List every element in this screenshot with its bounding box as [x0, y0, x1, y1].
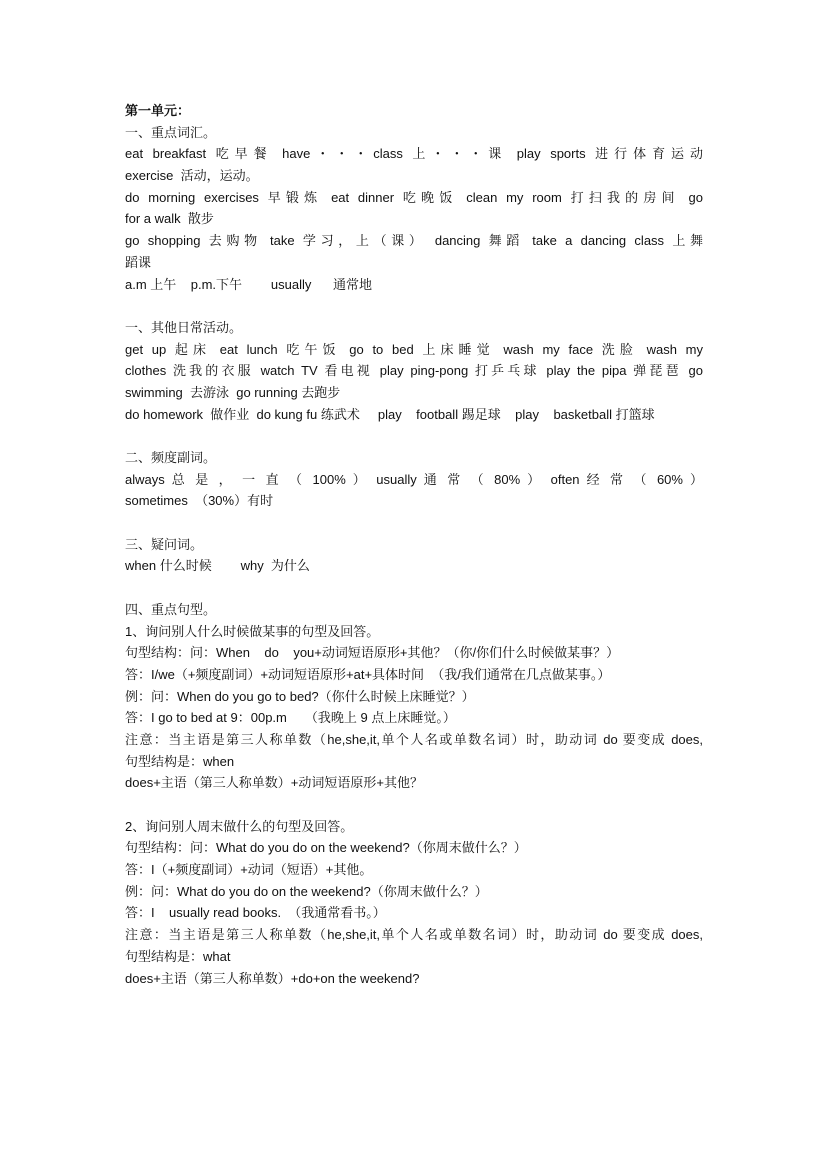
spacer	[125, 577, 703, 599]
vocab-heading: 一、重点词汇。	[125, 124, 217, 140]
pattern2-line: 注意：当主语是第三人称单数（he,she,it,单个人名或单数名词）时，助动词 do 要变成 does,	[125, 927, 703, 943]
pattern1-line: does+主语（第三人称单数）+动词短语原形+其他？	[125, 775, 423, 791]
vocab-line: go shopping 去购物 take 学习，上（课） dancing 舞蹈 take a dancing class 上舞	[125, 233, 703, 249]
vocab-line: do morning exercises 早锻炼 eat dinner 吃晚饭 clean my room 打扫我的房间 go	[125, 189, 703, 205]
pattern1-line: 注意：当主语是第三人称单数（he,she,it,单个人名或单数名词）时，助动词 do 要变成 does,	[125, 731, 703, 747]
pattern2-line: 句型结构：问：What do you do on the weekend?（你周末做什么？）	[125, 840, 527, 856]
activities-line: do homework 做作业 do kung fu 练武术 play football 踢足球 play basketball 打篮球	[125, 406, 655, 422]
pattern2-line: 答：I（+频度副词）+动词（短语）+其他。	[125, 862, 373, 878]
spacer	[125, 512, 703, 534]
activities-line: swimming 去游泳 go running 去跑步	[125, 384, 341, 400]
spacer	[125, 295, 703, 317]
frequency-line: sometimes （30%）有时	[125, 493, 274, 509]
activities-line: clothes 洗我的衣服 watch TV 看电视 play ping-pong 打乒乓球 play the pipa 弹琵琶 go	[125, 363, 703, 379]
spacer	[125, 794, 703, 816]
patterns-heading: 四、重点句型。	[125, 601, 217, 617]
frequency-heading: 二、频度副词。	[125, 450, 217, 465]
pattern1-line: 句型结构是：when	[125, 753, 235, 769]
frequency-line: always 总 是 ， 一 直 （ 100% ） usually 通 常 （ 80% ） often 经 常 （ 60% ）	[125, 471, 703, 487]
pattern2-line: 例：问：What do you do on the weekend?（你周末做什么？）	[125, 883, 488, 899]
question-words-line: when 什么时候 why 为什么	[125, 558, 310, 574]
pattern2-line: does+主语（第三人称单数）+do+on the weekend?	[125, 970, 420, 986]
vocab-line: eat breakfast 吃早餐 have・・・class 上・・・课 play sports 进行体育运动	[125, 146, 703, 162]
vocab-line: for a walk 散步	[125, 211, 214, 227]
document-page	[125, 100, 703, 989]
vocab-line: 蹈课	[125, 254, 152, 270]
pattern2-line: 句型结构是：what	[125, 948, 231, 964]
activities-line: get up 起床 eat lunch 吃午饭 go to bed 上床睡觉 wash my face 洗脸 wash my	[125, 341, 703, 357]
vocab-line: exercise 活动，运动。	[125, 168, 259, 184]
pattern2-line: 答：I usually read books. （我通常看书。）	[125, 905, 386, 921]
question-words-heading: 三、疑问词。	[125, 536, 204, 552]
spacer	[125, 425, 703, 447]
pattern1-heading: 1、询问别人什么时候做某事的句型及回答。	[125, 623, 380, 639]
pattern1-line: 答：I go to bed at 9：00p.m （我晚上 9 点上床睡觉。）	[125, 710, 456, 726]
pattern2-heading: 2、询问别人周末做什么的句型及回答。	[125, 818, 354, 834]
vocab-line: a.m 上午 p.m.下午 usually 通常地	[125, 276, 373, 292]
pattern1-line: 例：问：When do you go to bed?（你什么时候上床睡觉？）	[125, 688, 475, 704]
unit-title: 第一单元：	[125, 103, 191, 118]
activities-heading: 一、其他日常活动。	[125, 319, 243, 335]
pattern1-line: 句型结构：问：When do you+动词短语原形+其他？（你/你们什么时候做某事？）	[125, 645, 620, 661]
pattern1-line: 答：I/we（+频度副词）+动词短语原形+at+具体时间 （我/我们通常在几点做某事。）	[125, 666, 611, 682]
